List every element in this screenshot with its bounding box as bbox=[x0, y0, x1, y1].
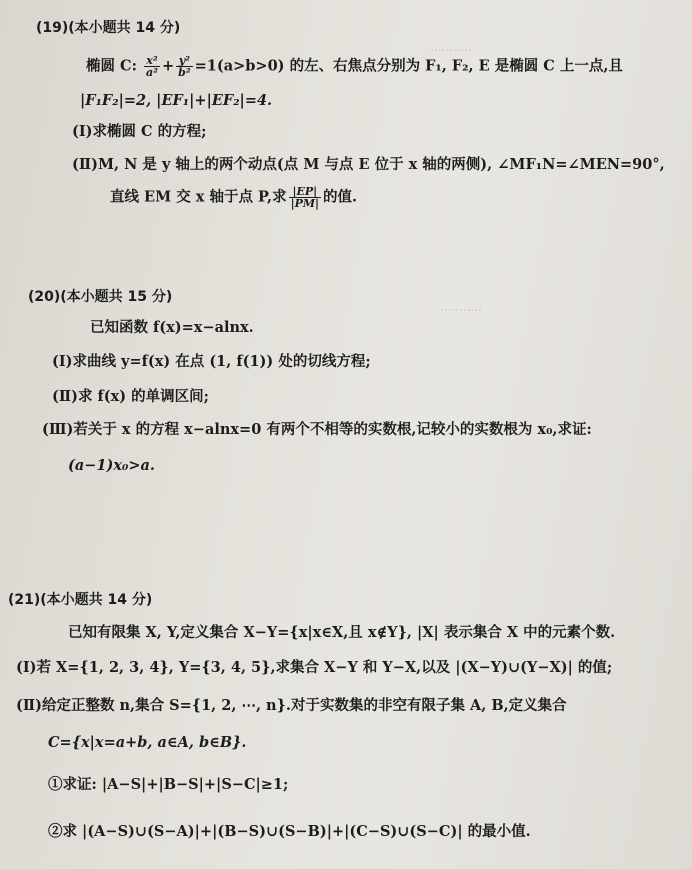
q21-header: (21)(本小题共 14 分) bbox=[8, 592, 153, 608]
q21-part2b: C={x|x=a+b, a∈A, b∈B}. bbox=[48, 734, 247, 751]
q19-stem-prefix: 椭圆 C: bbox=[86, 57, 137, 75]
bleed-through-text: ........... bbox=[440, 300, 482, 314]
q21-part2: (Ⅱ)给定正整数 n,集合 S={1, 2, ⋯, n}.对于实数集的非空有限子集 A, B,定义集合 bbox=[16, 697, 567, 714]
q19-part2b-suffix: 的值. bbox=[323, 188, 358, 206]
q19-stem-suffix: =1(a>b>0) 的左、右焦点分别为 F₁, F₂, E 是椭圆 C 上一点,且 bbox=[194, 57, 623, 75]
frac-numerator: y² bbox=[176, 55, 193, 67]
q20-part1: (Ⅰ)求曲线 y=f(x) 在点 (1, f(1)) 处的切线方程; bbox=[52, 353, 371, 370]
q20-part2: (Ⅱ)求 f(x) 的单调区间; bbox=[52, 388, 209, 405]
q19-part1: (Ⅰ)求椭圆 C 的方程; bbox=[72, 123, 207, 140]
q20-part3: (Ⅲ)若关于 x 的方程 x−alnx=0 有两个不相等的实数根,记较小的实数根为 x₀,求证: bbox=[42, 421, 592, 438]
frac-denominator: b² bbox=[178, 66, 191, 79]
frac-numerator: |EP| bbox=[289, 186, 321, 198]
q19-frac-y bbox=[176, 55, 193, 78]
q19-header: (19)(本小题共 14 分) bbox=[36, 20, 181, 36]
q20-stem: 已知函数 f(x)=x−alnx. bbox=[90, 319, 254, 336]
q19-condition: |F₁F₂|=2, |EF₁|+|EF₂|=4. bbox=[80, 92, 273, 109]
frac-numerator: x² bbox=[144, 55, 160, 67]
q19-ratio bbox=[289, 186, 321, 209]
q19-stem: 椭圆 C: $\frac{\text{x²}}{\text{a²}}$ + $\frac{\text{y²}}{\text{b²}}$ =1(a>b>0) 的左、右焦点分别为 F₁, F₂, E 是椭圆 C 上一点,且 bbox=[86, 54, 623, 79]
q19-part2: (Ⅱ)M, N 是 y 轴上的两个动点(点 M 与点 E 位于 x 轴的两侧), ∠MF₁N=∠MEN=90°, bbox=[72, 156, 665, 173]
bleed-through-text: ........... bbox=[430, 40, 472, 54]
q21-item1: ①求证: |A−S|+|B−S|+|S−C|≥1; bbox=[48, 776, 289, 793]
q20-header: (20)(本小题共 15 分) bbox=[28, 289, 173, 305]
q19-frac-x bbox=[144, 55, 160, 78]
frac-denominator: a² bbox=[146, 66, 158, 79]
q21-stem: 已知有限集 X, Y,定义集合 X−Y={x|x∈X,且 x∉Y}, |X| 表示集合 X 中的元素个数. bbox=[68, 624, 616, 641]
q21-part1: (Ⅰ)若 X={1, 2, 3, 4}, Y={3, 4, 5},求集合 X−Y 和 Y−X,以及 |(X−Y)∪(Y−X)| 的值; bbox=[16, 659, 613, 676]
q21-item2: ②求 |(A−S)∪(S−A)|+|(B−S)∪(S−B)|+|(C−S)∪(S−C)| 的最小值. bbox=[48, 823, 531, 840]
q20-part3b: (a−1)x₀>a. bbox=[68, 457, 155, 474]
q19-part2b bbox=[110, 186, 357, 209]
frac-denominator: |PM| bbox=[290, 197, 320, 210]
q19-part2b-prefix: 直线 EM 交 x 轴于点 P,求 bbox=[110, 188, 287, 206]
